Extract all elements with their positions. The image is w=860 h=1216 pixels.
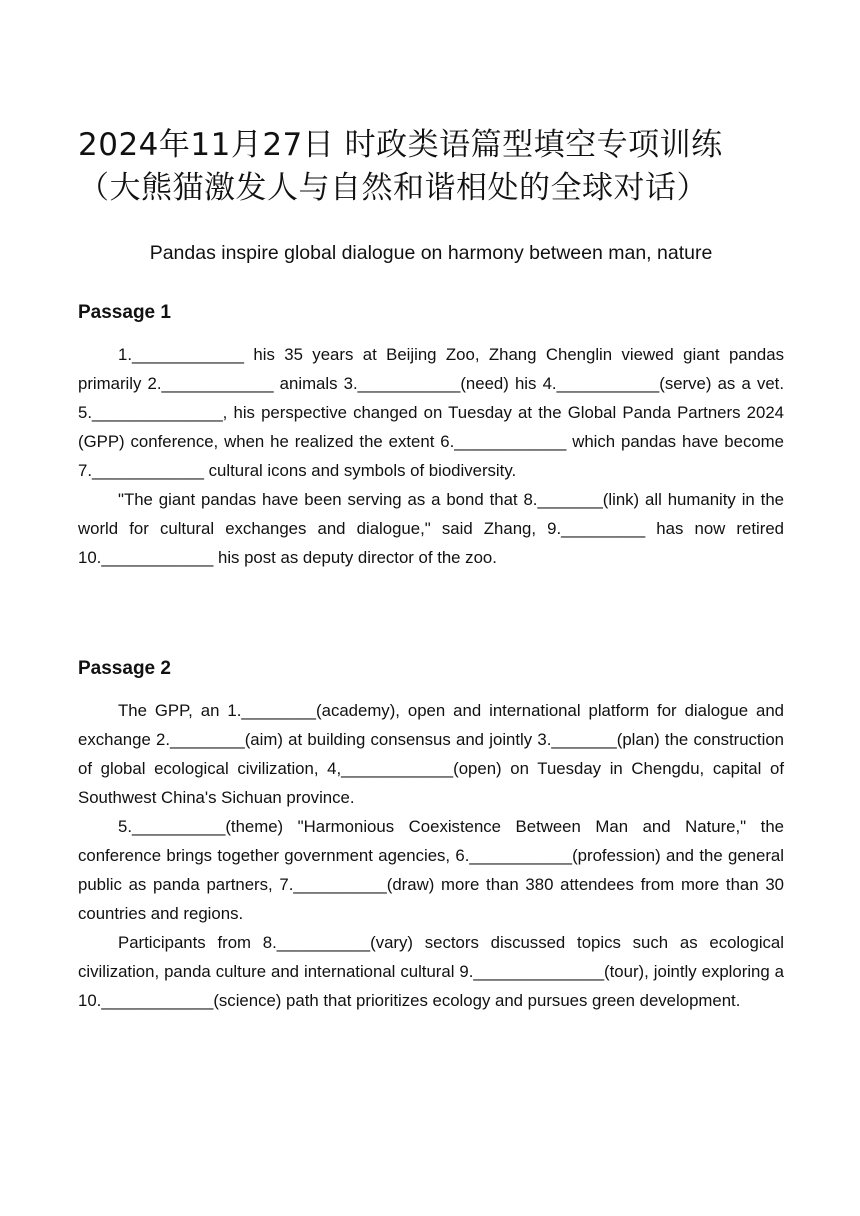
passage-2 (78, 656, 784, 1015)
document-title: 2024年11月27日 时政类语篇型填空专项训练（大熊猫激发人与自然和谐相处的全球对话） (78, 127, 723, 206)
paragraph: 1.____________ his 35 years at Beijing Zoo, Zhang Chenglin viewed giant pandas primarily 2.____________ animals 3.___________(need) his 4.___________(serve) as a vet. 5.______________, his perspective changed on Tuesday at the Global Panda Partners 2024 (GPP) conference, when he realized the extent 6.____________ which pandas have become 7.____________ cultural icons and symbols of biodiversity. (78, 345, 784, 480)
paragraph: 5.__________(theme) "Harmonious Coexistence Between Man and Nature," the conference brings together government agencies, 6.___________(profession) and the general public as panda partners, 7.__________(draw) more than 380 attendees from more than 30 countries and regions. (78, 817, 784, 923)
paragraph: Participants from 8.__________(vary) sectors discussed topics such as ecological civilization, panda culture and international cultural 9.______________(tour), jointly exploring a 10.____________(science) path that prioritizes ecology and pursues green development. (78, 933, 784, 1010)
passage-body (78, 340, 784, 572)
passage-heading: Passage 2 (78, 658, 171, 679)
passage-heading: Passage 1 (78, 302, 171, 323)
passage-body (78, 696, 784, 1015)
document-page (78, 0, 784, 1015)
paragraph: The GPP, an 1.________(academy), open and international platform for dialogue and exchange 2.________(aim) at building consensus and jointly 3._______(plan) the construction of global ecological civilization, 4,____________(open) on Tuesday in Chengdu, capital of Southwest China's Sichuan province. (78, 701, 784, 807)
passage-1 (78, 300, 784, 572)
paragraph: "The giant pandas have been serving as a bond that 8._______(link) all humanity in the world for cultural exchanges and dialogue," said Zhang, 9._________ has now retired 10.____________ his post as deputy director of the zoo. (78, 490, 784, 567)
article-headline: Pandas inspire global dialogue on harmony between man, nature (149, 242, 713, 264)
